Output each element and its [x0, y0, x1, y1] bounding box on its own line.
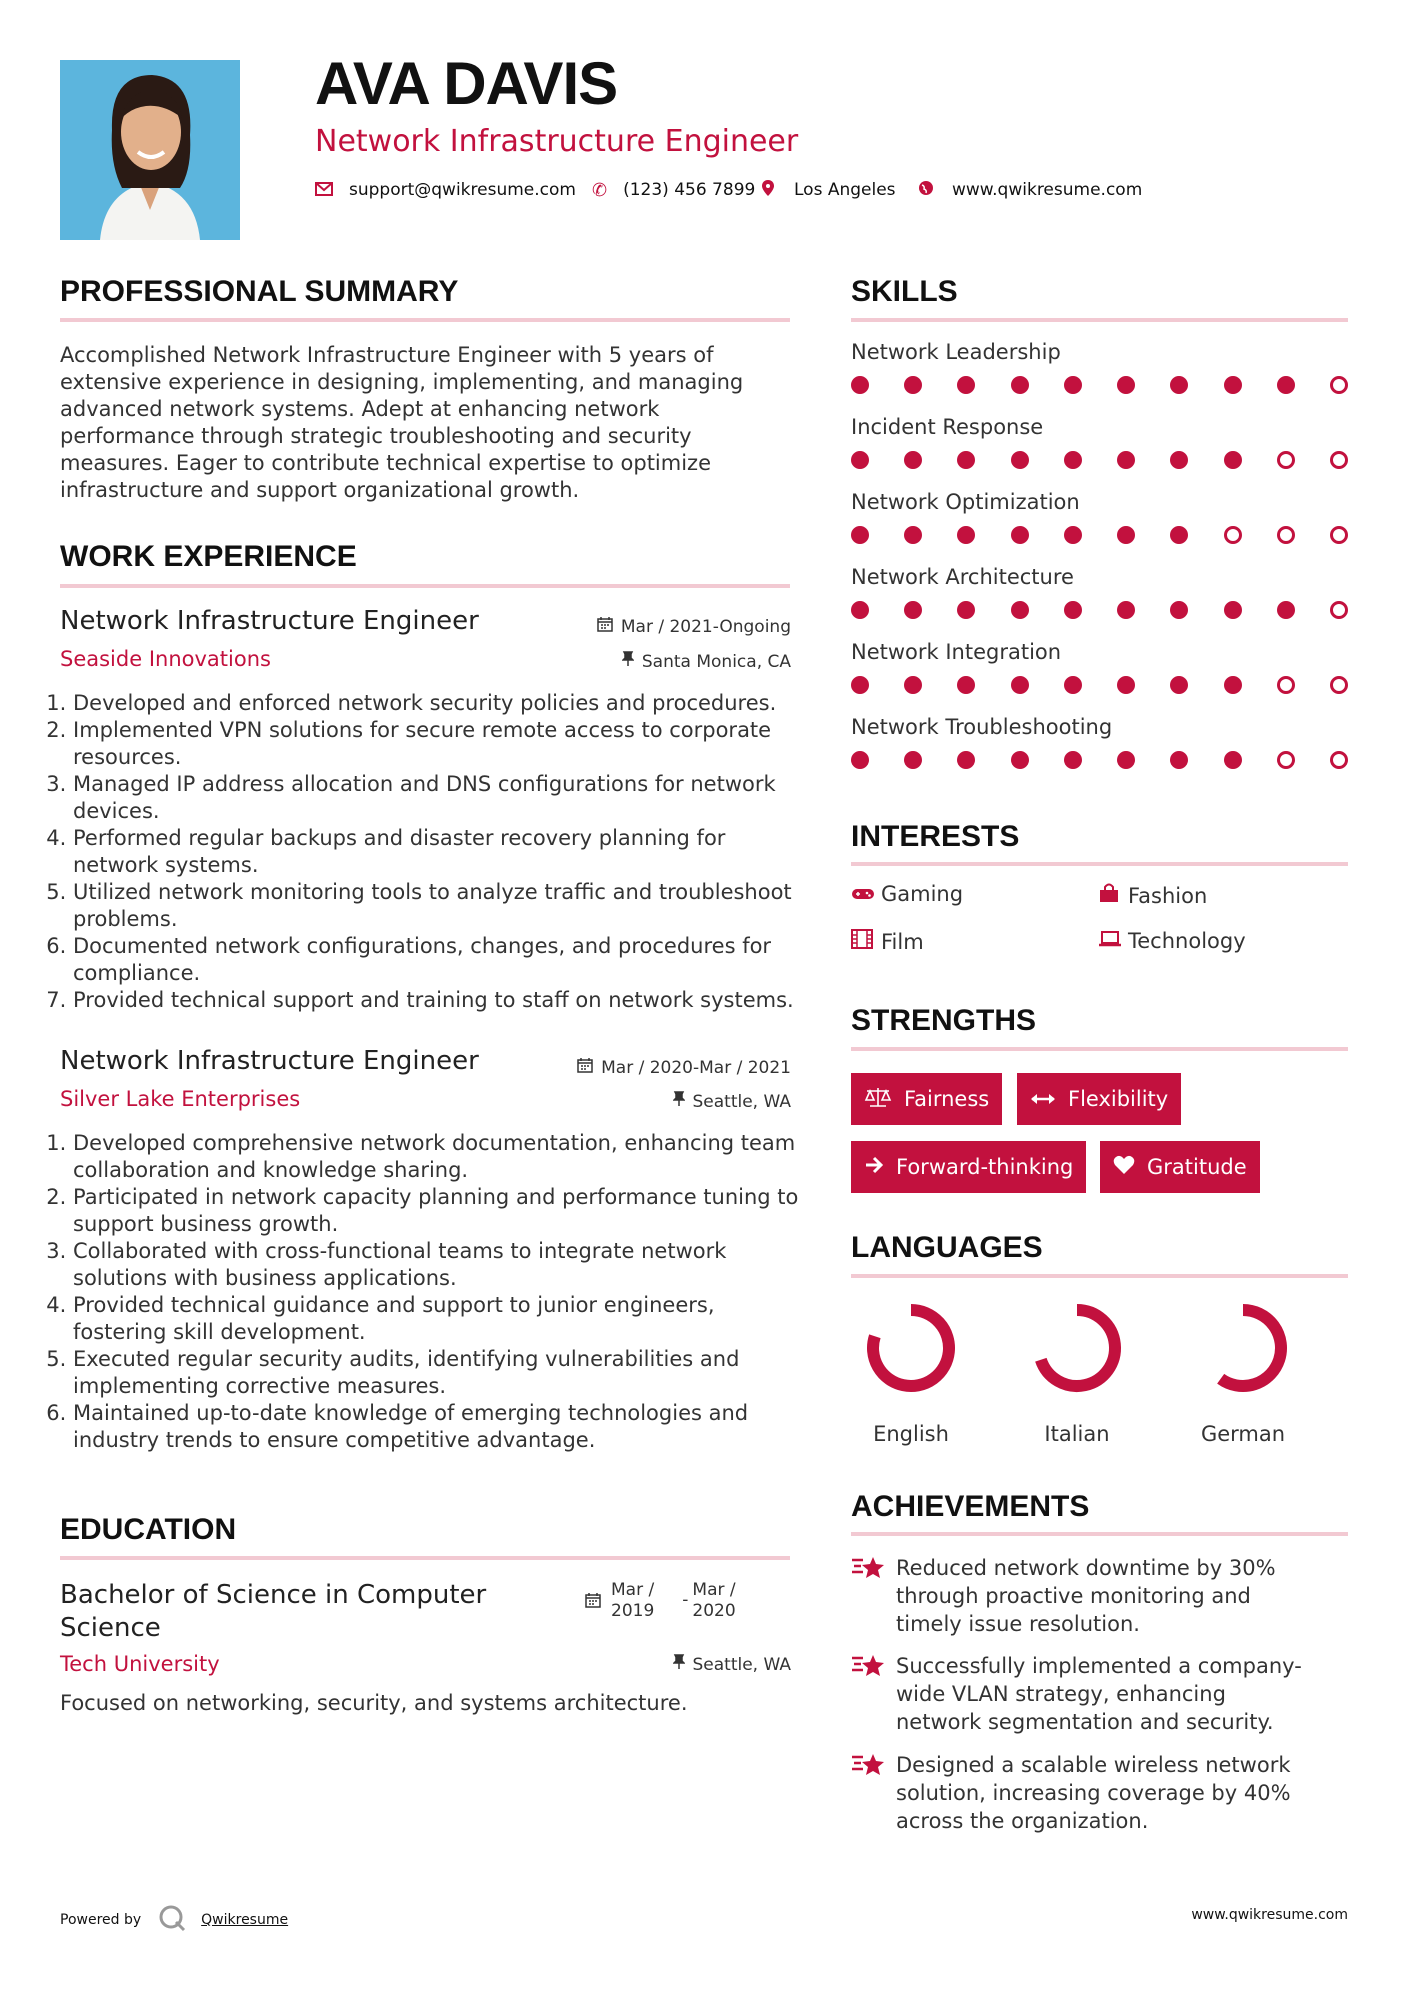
strength-tag: [1017, 1073, 1181, 1125]
rating-dot-filled: [1064, 751, 1082, 769]
job-dates: [577, 1057, 791, 1078]
rating-dot-filled: [1224, 376, 1242, 394]
education-location: [673, 1654, 792, 1675]
envelope-icon: [315, 180, 333, 201]
shopping-bag-icon: [1098, 882, 1128, 909]
summary-text: Accomplished Network Infrastructure Engineer with 5 years of extensive experience in designing, implementing, and managing advanced network systems. Adept at enhancing network performance through strategic troubleshooting and security measures. Eager to contribute technical expertise to optimize infrastructure and support organizational growth.: [60, 343, 744, 502]
strength-label: Fairness: [904, 1087, 990, 1111]
profile-photo: [60, 60, 240, 240]
rating-dot-filled: [851, 601, 869, 619]
skill-rating: [851, 601, 1348, 619]
rating-dot-filled: [1064, 676, 1082, 694]
rating-dot-filled: [1170, 451, 1188, 469]
rating-dot-filled: [851, 376, 869, 394]
rating-dot-filled: [1170, 376, 1188, 394]
rating-dot-filled: [1224, 451, 1242, 469]
list-item: 3. Collaborated with cross-functional teams to integrate network solutions with business applications.: [73, 1238, 808, 1292]
experience-divider: [60, 584, 790, 588]
skill-label: Network Leadership: [851, 340, 1061, 364]
rating-dot-empty: [1330, 601, 1348, 619]
rating-dot-filled: [904, 676, 922, 694]
rating-dot-empty: [1224, 526, 1242, 544]
skills-list: [851, 340, 1348, 790]
end-year: 2020: [692, 1601, 736, 1621]
rating-dot-filled: [904, 376, 922, 394]
achievement-text: Designed a scalable wireless network solution, increasing coverage by 40% across the organization.: [896, 1753, 1291, 1833]
language-level-arc: [1041, 1310, 1115, 1386]
interest-film: [851, 929, 924, 954]
list-item: 5. Executed regular security audits, identifying vulnerabilities and implementing corrective measures.: [73, 1346, 808, 1400]
interest-fashion: [1098, 882, 1207, 909]
list-item: 4. Provided technical guidance and support to junior engineers, fostering skill development.: [73, 1292, 808, 1346]
summary-divider: [60, 318, 790, 322]
experience-heading: WORK EXPERIENCE: [60, 540, 357, 573]
rating-dot-empty: [1330, 751, 1348, 769]
language-item: [1017, 1300, 1137, 1446]
skill-rating: [851, 526, 1348, 544]
strength-label: Gratitude: [1147, 1155, 1247, 1179]
rating-dot-filled: [1224, 676, 1242, 694]
rating-dot-filled: [957, 751, 975, 769]
rating-dot-filled: [1224, 751, 1242, 769]
list-item: 3. Managed IP address allocation and DNS configurations for network devices.: [73, 771, 808, 825]
language-item: [1183, 1300, 1303, 1446]
pin-icon: [673, 1091, 685, 1112]
job-title: Network Infrastructure Engineer: [60, 1046, 479, 1076]
rating-dot-filled: [1064, 376, 1082, 394]
list-item: 5. Utilized network monitoring tools to analyze traffic and troubleshoot problems.: [73, 879, 808, 933]
degree-title: Bachelor of Science in Computer Science: [60, 1580, 487, 1643]
location-text: Los Angeles: [794, 180, 896, 200]
contact-location: [762, 178, 896, 202]
skill-item: [851, 715, 1348, 790]
skill-rating: [851, 451, 1348, 469]
language-item: [851, 1300, 971, 1446]
interest-label: Technology: [1128, 929, 1246, 953]
skill-rating: [851, 376, 1348, 394]
skill-rating: [851, 751, 1348, 769]
skill-item: [851, 490, 1348, 565]
rating-dot-filled: [1170, 526, 1188, 544]
powered-by-text: Powered by: [60, 1912, 142, 1928]
map-marker-icon: [762, 180, 774, 201]
language-level-ring: [1017, 1300, 1137, 1410]
rating-dot-filled: [957, 451, 975, 469]
achievement-item: [851, 1554, 1351, 1638]
job-location: [622, 651, 791, 672]
start-month: Mar /: [611, 1580, 655, 1600]
education-dates: [585, 1580, 736, 1622]
language-label: German: [1200, 1422, 1286, 1446]
rating-dot-filled: [1117, 451, 1135, 469]
film-icon: [851, 929, 881, 954]
rating-dot-filled: [851, 676, 869, 694]
rating-dot-filled: [957, 601, 975, 619]
education-location-text: Seattle, WA: [692, 1654, 791, 1675]
rating-dot-filled: [904, 451, 922, 469]
list-item: 2. Implemented VPN solutions for secure remote access to corporate resources.: [73, 717, 808, 771]
achievement-item: [851, 1652, 1351, 1736]
skills-heading: SKILLS: [851, 275, 958, 308]
footer-website[interactable]: www.qwikresume.com: [1191, 1907, 1348, 1923]
job-company: Silver Lake Enterprises: [60, 1087, 301, 1111]
achievement-text: Successfully implemented a company-wide VLAN strategy, enhancing network segmentation and security.: [896, 1654, 1302, 1734]
website-text: www.qwikresume.com: [952, 180, 1143, 200]
job-location-text: Santa Monica, CA: [641, 651, 791, 672]
calendar-icon: [577, 1057, 593, 1078]
list-item: 1. Developed comprehensive network documentation, enhancing team collaboration and knowledge sharing.: [73, 1130, 808, 1184]
skill-label: Network Integration: [851, 640, 1062, 664]
rating-dot-filled: [1224, 601, 1242, 619]
contact-email[interactable]: [315, 178, 576, 202]
rating-dot-filled: [1117, 601, 1135, 619]
rating-dot-filled: [1117, 676, 1135, 694]
end-month: Mar /: [692, 1580, 736, 1600]
pin-icon: [673, 1654, 685, 1675]
rating-dot-filled: [1011, 601, 1029, 619]
balance-scale-icon: [864, 1086, 892, 1113]
globe-icon: [918, 180, 934, 201]
start-year: 2019: [611, 1601, 655, 1621]
interest-gaming: [851, 882, 963, 906]
rating-dot-empty: [1277, 451, 1295, 469]
job-title: Network Infrastructure Engineer: [60, 606, 479, 636]
skill-item: [851, 340, 1348, 415]
achievement-item: [851, 1751, 1351, 1835]
rating-dot-filled: [851, 751, 869, 769]
list-item: 6. Maintained up-to-date knowledge of emerging technologies and industry trends to ensure competitive advantage.: [73, 1400, 808, 1454]
language-level-ring: [851, 1300, 971, 1410]
languages-divider: [851, 1274, 1348, 1278]
rating-dot-filled: [1011, 676, 1029, 694]
job-location-text: Seattle, WA: [692, 1091, 791, 1112]
language-level-ring: [1183, 1300, 1303, 1410]
shooting-star-icon: [851, 1751, 896, 1835]
arrow-right-icon: [864, 1155, 884, 1179]
summary-heading: PROFESSIONAL SUMMARY: [60, 275, 459, 308]
rating-dot-filled: [1011, 451, 1029, 469]
rating-dot-filled: [1117, 526, 1135, 544]
shooting-star-icon: [851, 1652, 896, 1736]
list-item: 2. Participated in network capacity planning and performance tuning to support business growth.: [73, 1184, 808, 1238]
rating-dot-filled: [957, 676, 975, 694]
rating-dot-filled: [1277, 376, 1295, 394]
laptop-icon: [1098, 929, 1128, 953]
gamepad-icon: [851, 882, 881, 906]
contact-website[interactable]: [918, 178, 1142, 202]
contact-phone[interactable]: [592, 178, 755, 202]
language-label: English: [873, 1422, 949, 1446]
job-dates-text: Mar / 2020-Mar / 2021: [601, 1057, 791, 1078]
education-heading: EDUCATION: [60, 1513, 237, 1546]
education-description: Focused on networking, security, and systems architecture.: [60, 1691, 688, 1715]
rating-dot-filled: [1277, 601, 1295, 619]
calendar-icon: [597, 616, 613, 637]
rating-dot-filled: [957, 376, 975, 394]
strength-label: Flexibility: [1068, 1087, 1169, 1111]
rating-dot-filled: [1064, 601, 1082, 619]
footer-powered: [60, 1903, 288, 1937]
job-company: Seaside Innovations: [60, 647, 271, 671]
arrows-horizontal-icon: [1030, 1087, 1056, 1111]
rating-dot-empty: [1330, 376, 1348, 394]
rating-dot-filled: [904, 751, 922, 769]
language-label: Italian: [1044, 1422, 1110, 1446]
job-bullets: [55, 690, 808, 1014]
rating-dot-filled: [851, 526, 869, 544]
list-item: 6. Documented network configurations, changes, and procedures for compliance.: [73, 933, 808, 987]
rating-dot-filled: [851, 451, 869, 469]
skill-item: [851, 415, 1348, 490]
language-level-arc: [873, 1310, 949, 1386]
achievement-text: Reduced network downtime by 30% through proactive monitoring and timely issue resolution.: [896, 1556, 1276, 1636]
rating-dot-empty: [1277, 676, 1295, 694]
rating-dot-filled: [1064, 526, 1082, 544]
strength-tag: [1100, 1141, 1260, 1193]
phone-text: (123) 456 7899: [623, 180, 756, 200]
phone-icon: ✆: [592, 179, 608, 201]
list-item: 1. Developed and enforced network security policies and procedures.: [73, 690, 808, 717]
rating-dot-filled: [1011, 376, 1029, 394]
heart-icon: [1113, 1155, 1135, 1180]
skill-item: [851, 640, 1348, 715]
rating-dot-filled: [1170, 676, 1188, 694]
skill-label: Network Architecture: [851, 565, 1074, 589]
date-separator: -: [682, 1590, 689, 1610]
calendar-icon: [585, 1592, 601, 1613]
interests-divider: [851, 862, 1348, 866]
achievements-heading: ACHIEVEMENTS: [851, 1490, 1090, 1523]
strengths-heading: STRENGTHS: [851, 1004, 1037, 1037]
languages-heading: LANGUAGES: [851, 1231, 1043, 1264]
rating-dot-empty: [1277, 526, 1295, 544]
strength-tag: [851, 1073, 1002, 1125]
job-dates-text: Mar / 2021-Ongoing: [620, 616, 791, 637]
candidate-role: Network Infrastructure Engineer: [315, 124, 799, 159]
interest-label: Film: [881, 929, 924, 954]
school-name: Tech University: [60, 1652, 220, 1676]
interest-label: Fashion: [1128, 883, 1208, 908]
skills-divider: [851, 318, 1348, 322]
skill-rating: [851, 676, 1348, 694]
language-level-arc: [1221, 1310, 1281, 1386]
job-bullets: [55, 1130, 808, 1454]
rating-dot-filled: [1064, 451, 1082, 469]
list-item: 4. Performed regular backups and disaster recovery planning for network systems.: [73, 825, 808, 879]
rating-dot-filled: [957, 526, 975, 544]
rating-dot-filled: [904, 526, 922, 544]
rating-dot-filled: [1117, 751, 1135, 769]
strengths-divider: [851, 1047, 1348, 1051]
avatar-image: [60, 60, 240, 240]
pin-icon: [622, 651, 634, 672]
job-location: [673, 1091, 792, 1112]
skill-label: Network Optimization: [851, 490, 1080, 514]
rating-dot-filled: [1170, 601, 1188, 619]
job-dates: [597, 616, 791, 637]
brand-link[interactable]: Qwikresume: [201, 1912, 289, 1928]
email-text: support@qwikresume.com: [349, 180, 576, 200]
interest-technology: [1098, 929, 1246, 953]
rating-dot-empty: [1330, 676, 1348, 694]
skill-label: Network Troubleshooting: [851, 715, 1113, 739]
shooting-star-icon: [851, 1554, 896, 1638]
rating-dot-filled: [904, 601, 922, 619]
rating-dot-filled: [1170, 751, 1188, 769]
qwikresume-logo-icon: [157, 1903, 187, 1937]
rating-dot-empty: [1330, 526, 1348, 544]
skill-item: [851, 565, 1348, 640]
rating-dot-filled: [1117, 376, 1135, 394]
interest-label: Gaming: [881, 882, 964, 906]
rating-dot-empty: [1330, 451, 1348, 469]
strength-tag: [851, 1141, 1086, 1193]
achievements-divider: [851, 1532, 1348, 1536]
interests-heading: INTERESTS: [851, 820, 1020, 853]
rating-dot-empty: [1277, 751, 1295, 769]
candidate-name: AVA DAVIS: [315, 50, 618, 117]
skill-label: Incident Response: [851, 415, 1044, 439]
rating-dot-filled: [1011, 751, 1029, 769]
languages-list: [851, 1300, 1348, 1450]
rating-dot-filled: [1011, 526, 1029, 544]
list-item: 7. Provided technical support and training to staff on network systems.: [73, 987, 808, 1014]
education-divider: [60, 1556, 790, 1560]
strength-label: Forward-thinking: [896, 1155, 1074, 1179]
